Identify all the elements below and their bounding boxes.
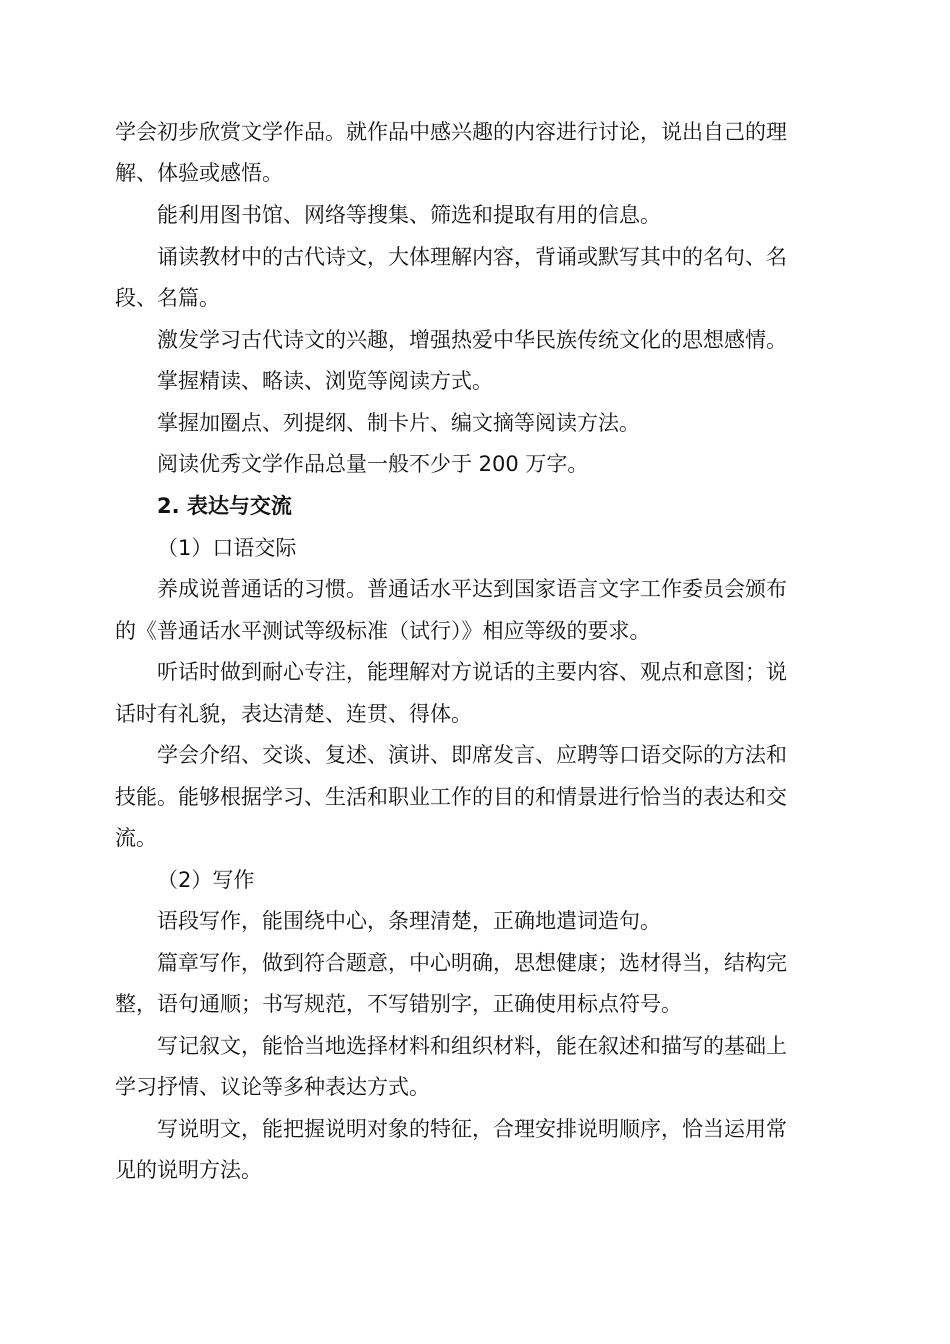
paragraph-line: 流。: [115, 826, 157, 850]
section-heading: 2. 表达与交流: [157, 494, 292, 518]
paragraph-line: 能利用图书馆、网络等搜集、筛选和提取有用的信息。: [157, 203, 661, 227]
paragraph-line: 篇章写作，做到符合题意，中心明确，思想健康；选材得当，结构完: [157, 951, 787, 975]
paragraph-line: 听话时做到耐心专注，能理解对方说话的主要内容、观点和意图；说: [157, 660, 787, 684]
paragraph-line: 学会初步欣赏文学作品。就作品中感兴趣的内容进行讨论，说出自己的理: [115, 120, 787, 144]
paragraph-line: 技能。能够根据学习、生活和职业工作的目的和情景进行恰当的表达和交: [115, 785, 787, 809]
subsection-heading: （1）口语交际: [157, 536, 297, 560]
paragraph-line: 掌握加圈点、列提纲、制卡片、编文摘等阅读方法。: [157, 411, 640, 435]
paragraph-line: 段、名篇。: [115, 286, 220, 310]
paragraph-line: 阅读优秀文学作品总量一般不少于 200 万字。: [157, 452, 589, 476]
paragraph-line: 见的说明方法。: [115, 1158, 262, 1182]
paragraph-line: 学习抒情、议论等多种表达方式。: [115, 1075, 430, 1099]
paragraph-line: 养成说普通话的习惯。普通话水平达到国家语言文字工作委员会颁布: [157, 577, 787, 601]
paragraph-line: 整，语句通顺；书写规范，不写错别字，正确使用标点符号。: [115, 992, 682, 1016]
subsection-heading: （2）写作: [157, 868, 255, 892]
paragraph-line: 激发学习古代诗文的兴趣，增强热爱中华民族传统文化的思想感情。: [157, 328, 787, 352]
paragraph-line: 诵读教材中的古代诗文，大体理解内容，背诵或默写其中的名句、名: [157, 245, 787, 269]
paragraph-line: 的《普通话水平测试等级标准（试行）》相应等级的要求。: [115, 619, 651, 643]
paragraph-line: 写说明文，能把握说明对象的特征，合理安排说明顺序，恰当运用常: [157, 1117, 787, 1141]
paragraph-line: 解、体验或感悟。: [115, 161, 283, 185]
paragraph-line: 语段写作，能围绕中心，条理清楚，正确地遣词造句。: [157, 909, 661, 933]
paragraph-line: 话时有礼貌，表达清楚、连贯、得体。: [115, 702, 472, 726]
paragraph-line: 写记叙文，能恰当地选择材料和组织材料，能在叙述和描写的基础上: [157, 1034, 787, 1058]
paragraph-line: 掌握精读、略读、浏览等阅读方式。: [157, 369, 493, 393]
paragraph-line: 学会介绍、交谈、复述、演讲、即席发言、应聘等口语交际的方法和: [157, 743, 787, 767]
